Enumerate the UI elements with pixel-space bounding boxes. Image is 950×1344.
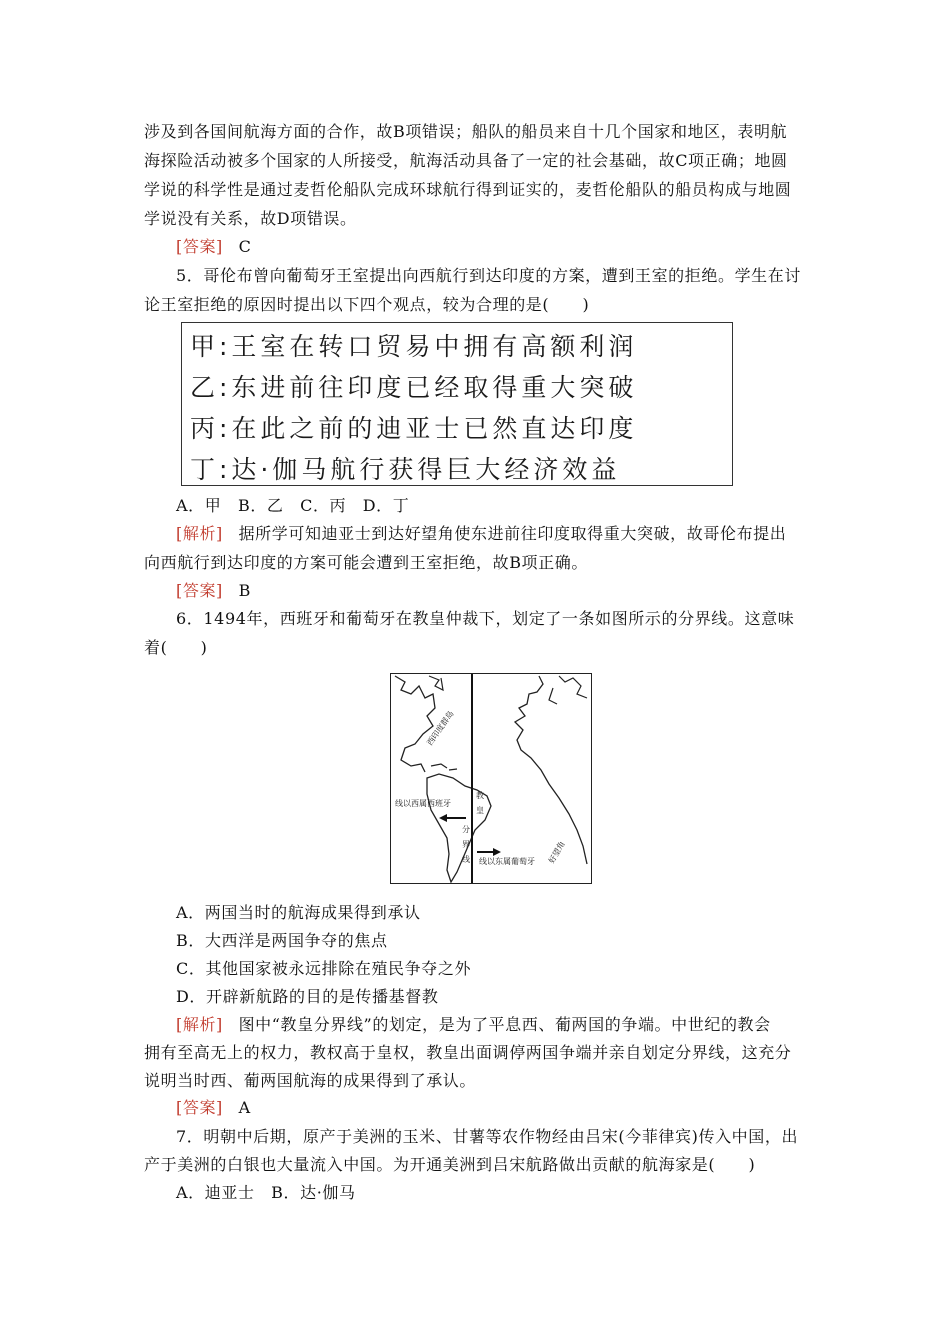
- question-5-line: 5．哥伦布曾向葡萄牙王室提出向西航行到达印度的方案，遭到王室的拒绝。学生在讨: [176, 266, 801, 285]
- label-pope-2: 皇: [476, 806, 484, 815]
- analysis-line: 拥有至高无上的权力，教权高于皇权，教皇出面调停两国争端并亲自划定分界线，这充分: [144, 1043, 792, 1062]
- analysis-line: [176, 524, 844, 544]
- answer-tag: [答案]: [176, 581, 223, 600]
- question-6-option-b: B．大西洋是两国争夺的焦点: [176, 931, 388, 950]
- map-drawing: [391, 674, 592, 884]
- question-6-line: 6．1494年，西班牙和葡萄牙在教皇仲裁下，划定了一条如图所示的分界线。这意味: [176, 609, 795, 628]
- label-west-spain: 线以西属西班牙: [395, 799, 451, 808]
- question-5-line: 论王室拒绝的原因时提出以下四个观点，较为合理的是( ): [144, 295, 590, 314]
- viewpoint-table: [181, 322, 733, 486]
- britain-coast: [549, 688, 557, 704]
- answer-value: B: [238, 581, 251, 600]
- question-6-option-c: C．其他国家被永远排除在殖民争夺之外: [176, 959, 472, 978]
- viewpoint-jia: 甲:王室在转口贸易中拥有高额利润: [190, 332, 638, 361]
- analysis-text: 据所学可知迪亚士到达好望角使东进前往印度取得重大突破，故哥伦布提出: [238, 524, 787, 543]
- caribbean-islands: [431, 764, 457, 770]
- paragraph-line: 海探险活动被多个国家的人所接受，航海活动具备了一定的社会基础，故C项正确；地圆: [144, 151, 788, 170]
- viewpoint-bing: 丙:在此之前的迪亚士已然直达印度: [190, 414, 638, 443]
- question-5-options: A．甲 B．乙 C．丙 D．丁: [176, 496, 410, 515]
- africa-coast: [515, 676, 587, 864]
- viewpoint-ding: 丁:达·伽马航行获得巨大经济效益: [190, 455, 621, 484]
- label-pope-4: 界: [462, 840, 470, 849]
- europe-coast: [559, 676, 587, 698]
- paragraph-line: 涉及到各国间航海方面的合作，故B项错误；船队的船员来自十几个国家和地区，表明航: [144, 122, 788, 141]
- north-america-coast: [395, 676, 435, 772]
- answer-line: [176, 1098, 844, 1118]
- question-7-line: 7．明朝中后期，原产于美洲的玉米、甘薯等农作物经由吕宋(今菲律宾)传入中国，出: [176, 1127, 799, 1146]
- label-cape: 好望角: [546, 839, 567, 865]
- question-6-option-d: D．开辟新航路的目的是传播基督教: [176, 987, 439, 1006]
- viewpoint-yi: 乙:东进前往印度已经取得重大突破: [190, 373, 638, 402]
- demarcation-map: [390, 673, 592, 884]
- label-pope-1: 教: [476, 791, 484, 800]
- label-east-portugal: 线以东属葡萄牙: [479, 857, 535, 866]
- label-pope-5: 线: [462, 855, 470, 864]
- question-6-option-a: A．两国当时的航海成果得到承认: [176, 903, 421, 922]
- analysis-line: 说明当时西、葡两国航海的成果得到了承认。: [144, 1071, 477, 1090]
- answer-value: C: [238, 237, 252, 256]
- answer-value: A: [238, 1098, 251, 1117]
- answer-line: [176, 581, 844, 601]
- question-7-line: 产于美洲的白银也大量流入中国。为开通美洲到吕宋航路做出贡献的航海家是( ): [144, 1155, 756, 1174]
- analysis-line: 向西航行到达印度的方案可能会遭到王室拒绝，故B项正确。: [144, 553, 588, 572]
- west-arrow-head: [439, 814, 447, 822]
- answer-line: [176, 237, 844, 257]
- question-6-line: 着( ): [144, 638, 208, 657]
- label-west-indies: 西印度群岛: [425, 709, 456, 748]
- analysis-tag: [解析]: [176, 1015, 223, 1034]
- paragraph-line: 学说没有关系，故D项错误。: [144, 209, 357, 228]
- paragraph-line: 学说的科学性是通过麦哲伦船队完成环球航行得到证实的，麦哲伦船队的船员构成与地圆: [144, 180, 792, 199]
- east-arrow-head: [493, 848, 501, 856]
- answer-tag: [答案]: [176, 237, 223, 256]
- greenland-coast: [429, 676, 443, 690]
- analysis-tag: [解析]: [176, 524, 223, 543]
- answer-tag: [答案]: [176, 1098, 223, 1117]
- analysis-text: 图中“教皇分界线”的划定，是为了平息西、葡两国的争端。中世纪的教会: [238, 1015, 771, 1034]
- label-pope-3: 分: [462, 825, 470, 834]
- analysis-line: [176, 1015, 844, 1035]
- question-7-options: A．迪亚士 B．达·伽马: [176, 1183, 356, 1202]
